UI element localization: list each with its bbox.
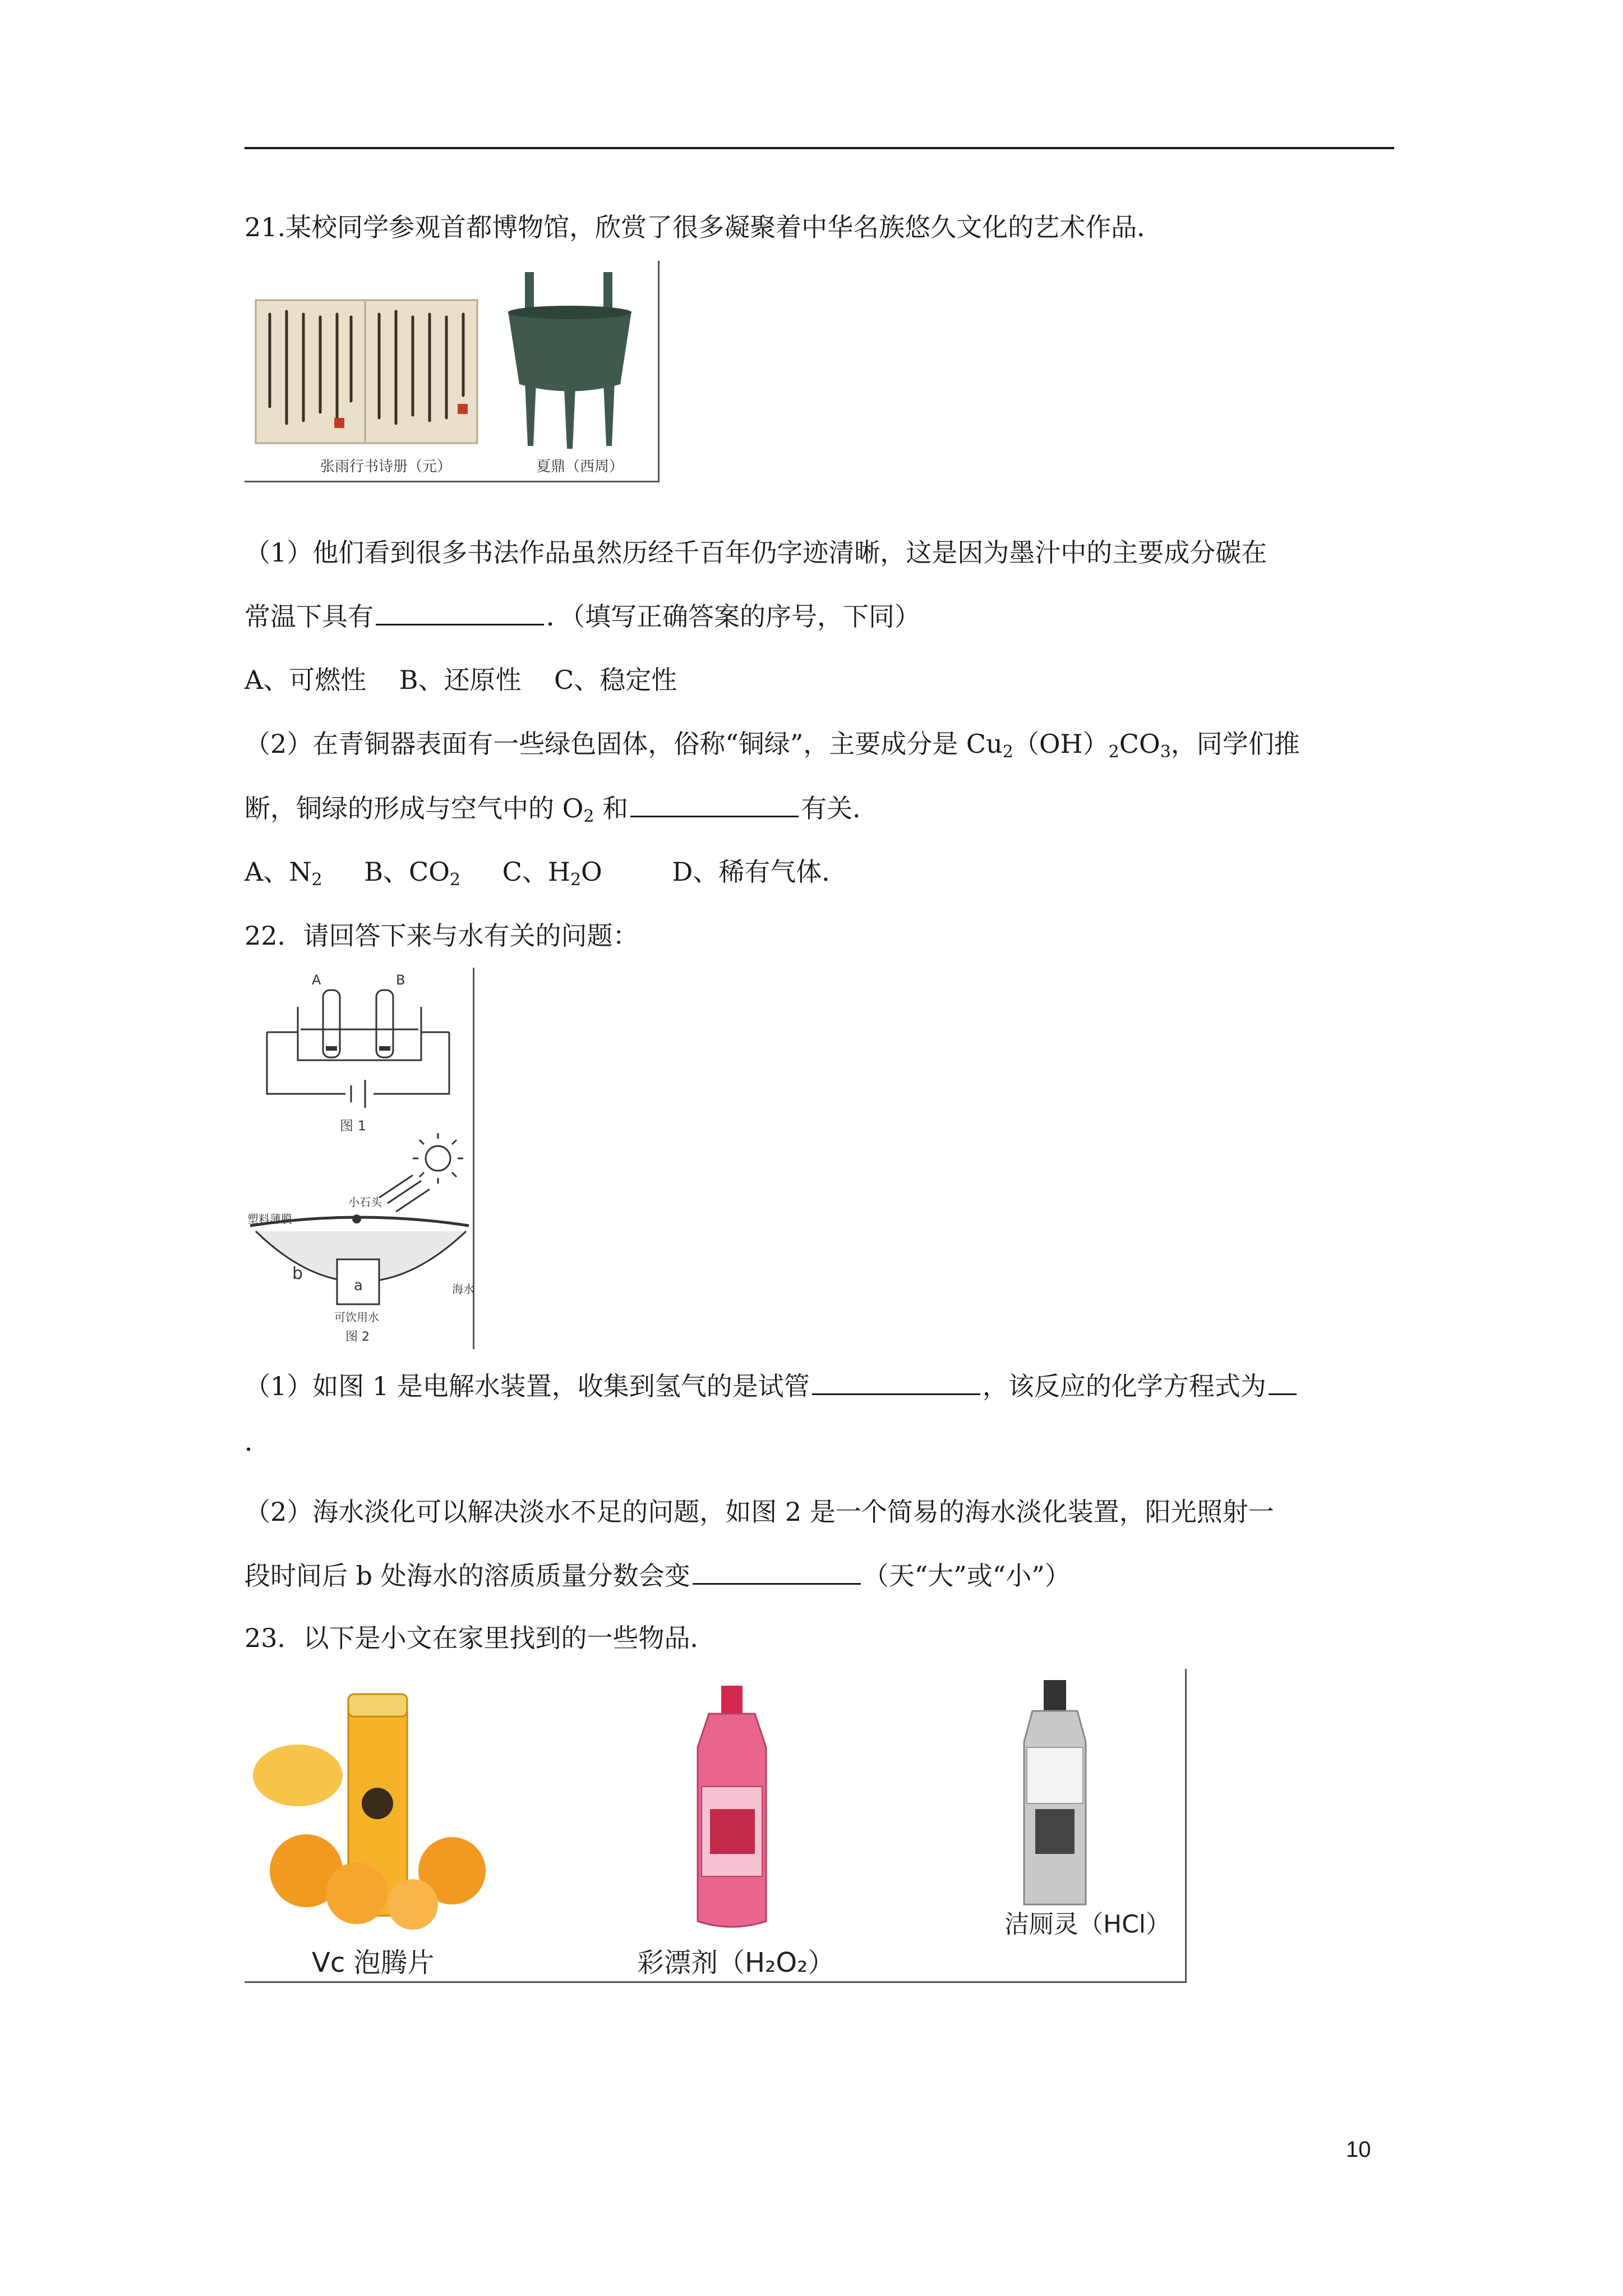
page-number: 10: [1346, 2137, 1371, 2162]
header-rule: [245, 147, 1394, 149]
option-d: D、稀有气体．: [672, 857, 848, 887]
sub-2: 2: [570, 870, 582, 890]
q21-p2-text-c: CO: [1119, 729, 1160, 759]
q22-p1-blank-equation[interactable]: [1269, 1369, 1297, 1395]
q22-p2-text-b: （天“大”或“小”）: [863, 1561, 1071, 1591]
q21-p2-line2: [245, 791, 878, 834]
q21-p2-text-a: （2）在青铜器表面有一些绿色固体，俗称“铜绿”，主要成分是 Cu: [245, 729, 1003, 759]
q21-p2-text-b: （OH）: [1013, 729, 1109, 759]
sub-2: 2: [311, 870, 322, 890]
caption-ding: 夏鼎（西周）: [536, 458, 624, 475]
q21-p2-answer-blank[interactable]: [630, 791, 799, 817]
option-c-tail: O: [581, 857, 602, 887]
q22-p2-line2: [245, 1558, 1071, 1593]
fig2-caption: 图 2: [345, 1330, 370, 1344]
q21-p1-answer-blank[interactable]: [376, 599, 544, 625]
q22-p1-blank-tube[interactable]: [812, 1369, 980, 1395]
q23-items-illustration: [245, 1669, 1187, 1983]
toilet-cleaner-bottle: [1024, 1680, 1086, 1904]
q21-p1-text-b: ．（填写正确答案的序号，下同）: [546, 601, 920, 632]
q22-p2-line1: （2）海水淡化可以解决淡水不足的问题，如图 2 是一个简易的海水淡化装置，阳光照射一: [245, 1497, 1274, 1527]
sun-rays: [379, 1175, 430, 1212]
stone-label: 小石头: [348, 1195, 382, 1209]
q22-figure-panel: [245, 968, 474, 1349]
region-a-label: a: [354, 1277, 363, 1294]
item-cleaner-label: 洁厕灵（HCl）: [1004, 1910, 1171, 1939]
sub-2: 2: [1108, 742, 1119, 762]
sub-3: 3: [1160, 742, 1171, 762]
q22-p2-text-a: 段时间后 b 处海水的溶质质量分数会变: [245, 1561, 690, 1591]
small-stone: [352, 1214, 361, 1223]
q22-stem: 22．请回答下来与水有关的问题：: [245, 921, 639, 951]
caption-calligraphy: 张雨行书诗册（元）: [320, 458, 452, 475]
q21-image-panel: [245, 261, 660, 482]
q21-p2-options: [245, 855, 847, 897]
q23-items-panel: [245, 1669, 1187, 1983]
q21-p2-text-f: 和: [594, 793, 629, 823]
tube-b-label: B: [396, 972, 405, 988]
seawater-label: 海水: [452, 1282, 474, 1296]
q21-p1-line2: [245, 599, 920, 633]
bleach-bottle: [698, 1686, 766, 1927]
film-label: 塑料薄膜: [247, 1212, 292, 1226]
sun-icon: [413, 1133, 463, 1184]
item-bleach-label: 彩漂剂（H₂O₂）: [637, 1947, 835, 1978]
q23-stem: 23．以下是小文在家里找到的一些物品．: [245, 1623, 716, 1653]
sub-2: 2: [1002, 742, 1013, 762]
calligraphy-album: [256, 300, 477, 443]
q21-p2-text-d: ，同学们推: [1170, 729, 1300, 759]
q22-p1-line1: [245, 1369, 1299, 1403]
q21-artwork-illustration: [245, 261, 660, 482]
q22-p1-text-b: ，该反应的化学方程式为: [982, 1371, 1266, 1401]
q22-p2-answer-blank[interactable]: [693, 1558, 861, 1585]
tube-a-label: A: [312, 972, 321, 988]
q21-p2-text-e: 断，铜绿的形成与空气中的 O: [245, 793, 584, 823]
option-b: B、CO: [364, 857, 450, 887]
q22-p1-period: ．: [245, 1427, 270, 1457]
electrolysis-apparatus: [267, 990, 449, 1108]
q22-p1-text-a: （1）如图 1 是电解水装置，收集到氢气的是试管: [245, 1371, 810, 1401]
q21-p1-line1: （1）他们看到很多书法作品虽然历经千百年仍字迹清晰，这是因为墨汁中的主要成分碳在: [245, 537, 1267, 568]
q22-figures-illustration: [245, 968, 474, 1349]
option-c: C、H: [502, 857, 570, 887]
region-b-label: b: [292, 1264, 303, 1283]
q21-stem: 21.某校同学参观首都博物馆，欣赏了很多凝聚着中华名族悠久文化的艺术作品．: [245, 212, 1163, 242]
q21-p2-line1: [245, 727, 1300, 769]
drink-label: 可饮用水: [334, 1310, 379, 1324]
item-vc-label: Vc 泡腾片: [312, 1947, 435, 1978]
q21-p2-text-g: 有关．: [801, 793, 879, 823]
fig1-caption: 图 1: [340, 1118, 366, 1134]
q21-p1-options: A、可燃性 B、还原性 C、稳定性: [245, 665, 677, 695]
sub-2: 2: [583, 807, 594, 826]
q21-p1-text-a: 常温下具有: [245, 601, 374, 632]
bronze-ding: [508, 272, 631, 449]
sub-2: 2: [449, 870, 461, 890]
option-a: A、N: [245, 857, 312, 887]
